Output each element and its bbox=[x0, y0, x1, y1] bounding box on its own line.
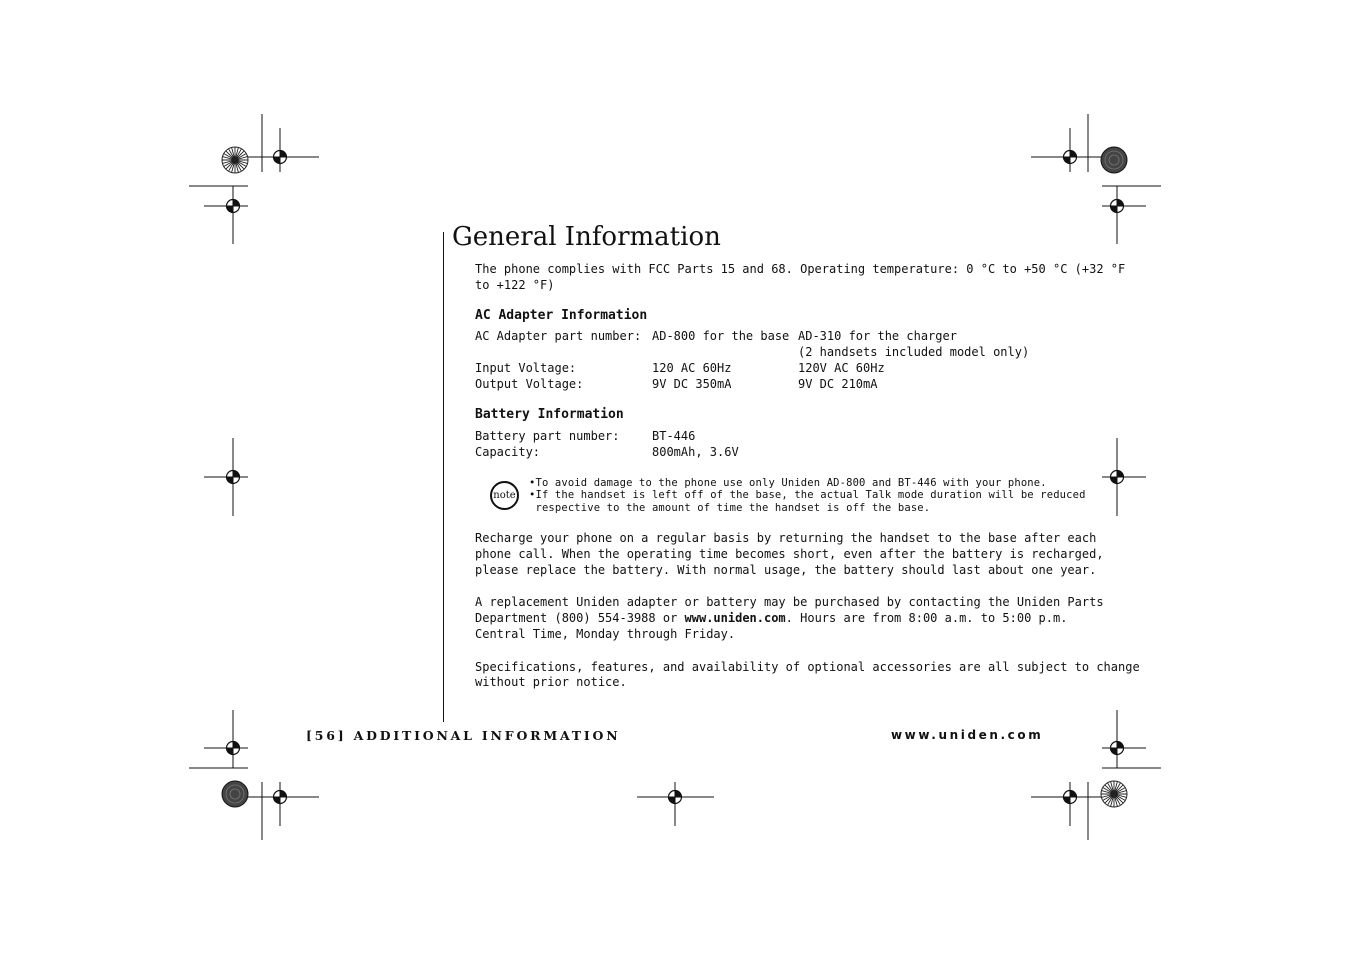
note-badge-icon: note bbox=[490, 481, 519, 510]
ac-row-label: AC Adapter part number: bbox=[475, 329, 642, 343]
note-line-3: respective to the amount of time the handset is off the base. bbox=[529, 502, 931, 514]
replacement-line-3: Central Time, Monday through Friday. bbox=[475, 627, 736, 641]
battery-row-label: Battery part number: bbox=[475, 429, 620, 443]
note-line-1: •To avoid damage to the phone use only Uniden AD-800 and BT-446 with your phone. bbox=[529, 477, 1047, 489]
recharge-line-1: Recharge your phone on a regular basis by returning the handset to the base after each bbox=[475, 531, 1097, 545]
specs-notice-line-1: Specifications, features, and availability of optional accessories are all subject to change bbox=[475, 660, 1140, 674]
battery-heading: Battery Information bbox=[475, 407, 624, 422]
ac-row-col2: 9V DC 210mA bbox=[798, 377, 878, 391]
ac-row-col2: 120V AC 60Hz bbox=[798, 361, 885, 375]
battery-row-label: Capacity: bbox=[475, 445, 541, 459]
ac-row-col2: (2 handsets included model only) bbox=[798, 345, 1030, 359]
replacement-line-1: A replacement Uniden adapter or battery may be purchased by contacting the Uniden Parts bbox=[475, 595, 1104, 609]
uniden-website-link[interactable]: www.uniden.com bbox=[684, 611, 786, 625]
ac-row-label: Input Voltage: bbox=[475, 361, 577, 375]
ac-row-col1: AD-800 for the base bbox=[652, 329, 790, 343]
ac-row-col2: AD-310 for the charger bbox=[798, 329, 957, 343]
footer-website[interactable]: www.uniden.com bbox=[891, 728, 1044, 742]
battery-row-value: 800mAh, 3.6V bbox=[652, 445, 739, 459]
ac-adapter-heading: AC Adapter Information bbox=[475, 308, 648, 323]
margin-rule bbox=[443, 232, 444, 722]
intro-line-1: The phone complies with FCC Parts 15 and 68. Operating temperature: 0 °C to +50 °C (+32 °F bbox=[475, 262, 1126, 276]
replacement-text-pre: Department (800) 554-3988 or bbox=[475, 611, 685, 625]
replacement-text-post: . Hours are from 8:00 a.m. to 5:00 p.m. bbox=[785, 611, 1068, 625]
ac-row-col1: 9V DC 350mA bbox=[652, 377, 732, 391]
battery-row-value: BT-446 bbox=[652, 429, 696, 443]
footer-page-label: [56] ADDITIONAL INFORMATION bbox=[306, 728, 621, 743]
page-title: General Information bbox=[452, 222, 721, 252]
ac-row-col1: 120 AC 60Hz bbox=[652, 361, 732, 375]
intro-line-2: to +122 °F) bbox=[475, 278, 555, 292]
note-line-2: •If the handset is left off of the base, the actual Talk mode duration will be reduced bbox=[529, 489, 1086, 501]
ac-row-label: Output Voltage: bbox=[475, 377, 584, 391]
replacement-line-2 bbox=[475, 610, 1067, 626]
specs-notice-line-2: without prior notice. bbox=[475, 675, 627, 689]
recharge-line-3: please replace the battery. With normal usage, the battery should last about one year. bbox=[475, 563, 1097, 577]
recharge-line-2: phone call. When the operating time becomes short, even after the battery is recharged, bbox=[475, 547, 1104, 561]
